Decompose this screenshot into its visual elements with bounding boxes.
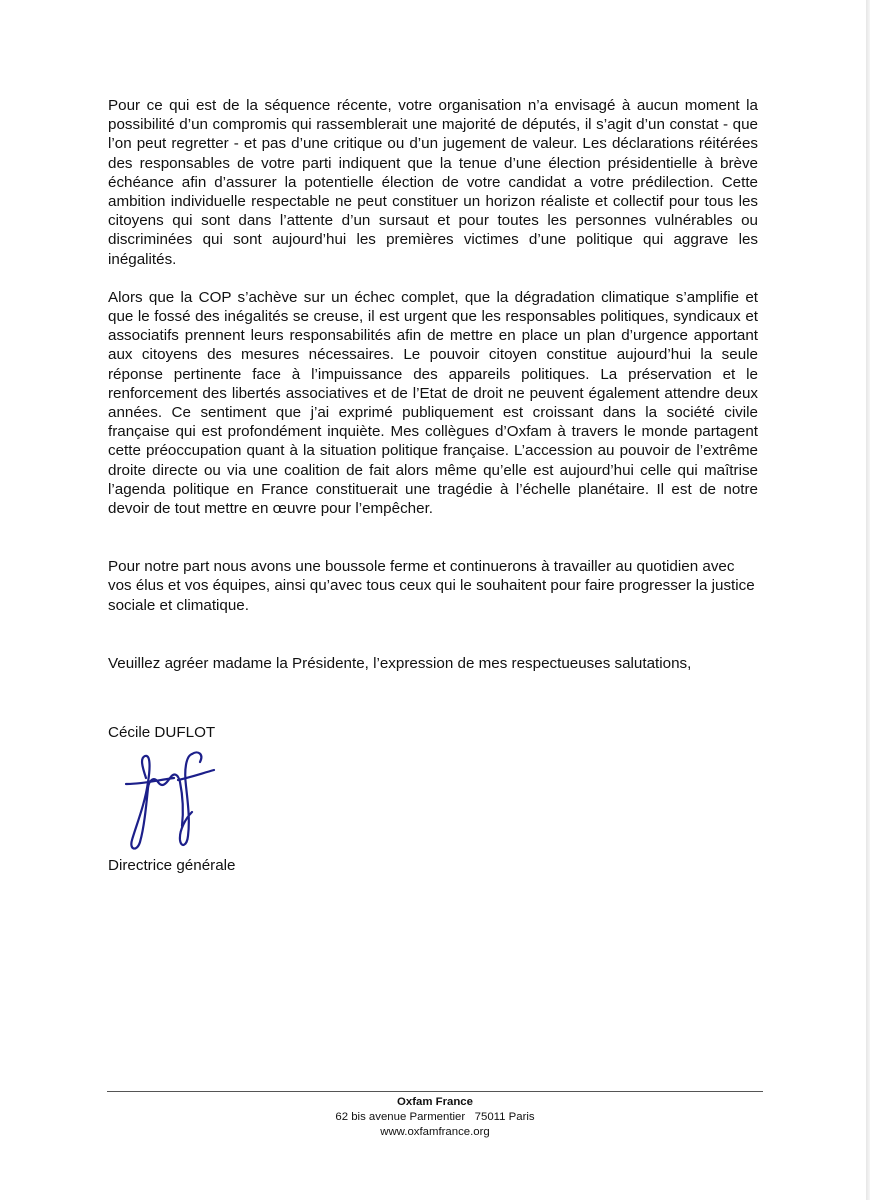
signer-name: Cécile DUFLOT <box>108 724 216 741</box>
footer-address: 62 bis avenue Parmentier 75011 Paris <box>335 1111 535 1123</box>
letter-footer <box>107 1095 763 1140</box>
paragraph-cop-urgency: Alors que la COP s’achève sur un échec complet, que la dégradation climatique s’amplifie et que le fossé des inégalités se creuse, il est urgent que les responsables politiques, syndicaux et associatifs prennent leurs responsabilités afin de mettre en place un plan d’urgence apportant aux citoyens des mesures nécessaires. Le pouvoir citoyen constitue aujourd’hui la seule réponse pertinente face à l’impuissance des appareils politiques. La préservation et le renforcement des libertés associatives et de l’Etat de droit ne peuvent également attendre deux années. Ce sentiment que j’ai exprimé publiquement est croissant dans la société civile française qui est profondément inquiète. Mes collègues d’Oxfam à travers le monde partagent cette préoccupation quant à la situation politique française. L’accession au pouvoir de l’extrême droite directe ou via une coalition de fait alors même qu’elle est aujourd’hui celle qui maîtrise l’agenda politique en France constituerait une tragédie à l’échelle planétaire. Il est de notre devoir de tout mettre en œuvre pour l’empêcher. <box>108 288 758 518</box>
paragraph-recent-sequence: Pour ce qui est de la séquence récente, votre organisation n’a envisagé à aucun moment la possibilité d’un compromis qui rassemblerait une majorité de députés, il s’agit d’un constat - que l’on peut regretter - et pas d’une critique ou d’un jugement de valeur. Les déclarations réitérées des responsables de votre parti indiquent que la tenue d’une élection présidentielle à brève échéance afin d’assurer la potentielle élection de votre candidat a votre prédilection. Cette ambition individuelle respectable ne peut constituer un horizon réaliste et collectif pour tous les citoyens qui sont dans l’attente d’un sursaut et pour toutes les personnes vulnérables ou discriminées qui sont aujourd’hui les premières victimes d’une politique qui aggrave les inégalités. <box>108 97 758 268</box>
paragraph-our-compass: Pour notre part nous avons une boussole ferme et continuerons à travailler au quotidien avec vos élus et vos équipes, ainsi qu’avec tous ceux qui le souhaitent pour faire progresser la justice sociale et climatique. <box>108 558 755 614</box>
paragraph-closing-salutation: Veuillez agréer madame la Présidente, l’expression de mes respectueuses salutations, <box>108 654 692 672</box>
page-edge-shadow <box>866 0 870 1200</box>
footer-organization: Oxfam France <box>397 1096 473 1108</box>
footer-website: www.oxfamfrance.org <box>380 1126 490 1138</box>
handwritten-signature-icon <box>118 748 228 856</box>
letter-body <box>108 96 758 673</box>
footer-divider <box>107 1091 763 1092</box>
signer-title: Directrice générale <box>108 857 236 874</box>
